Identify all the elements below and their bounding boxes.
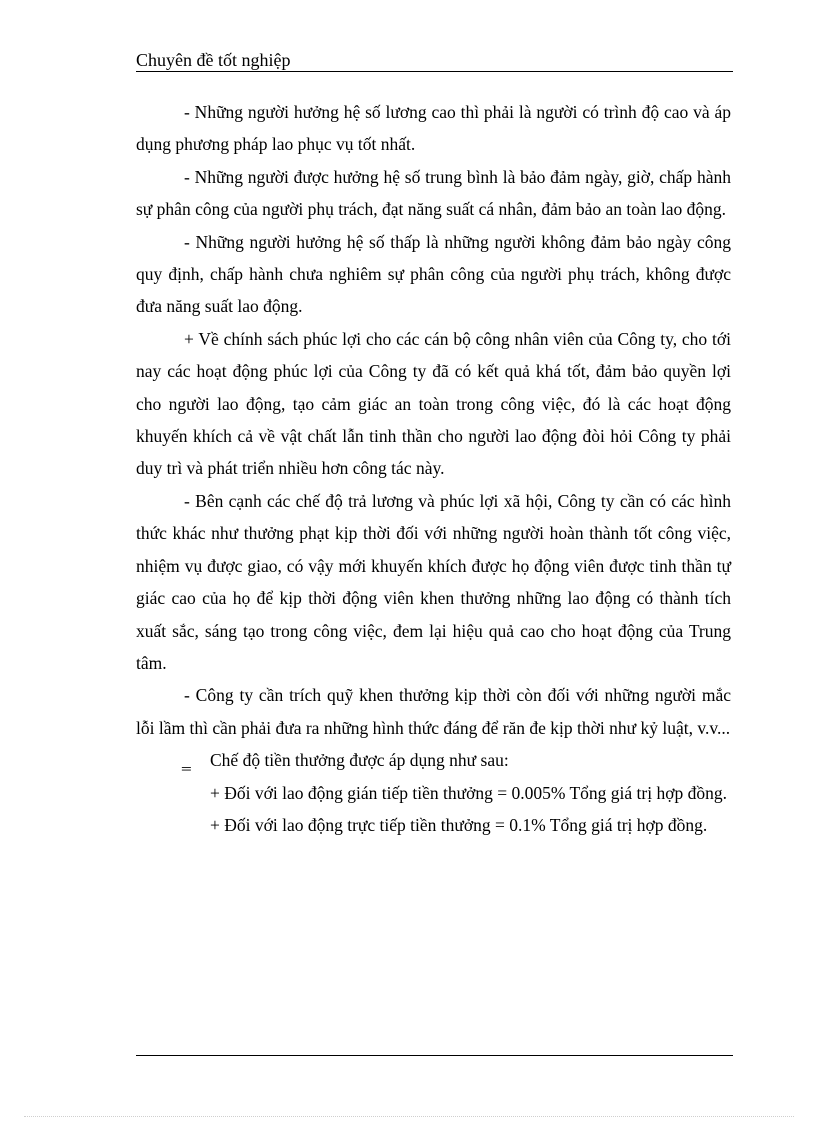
paragraph: - Những người được hưởng hệ số trung bình là bảo đảm ngày, giờ, chấp hành sự phân công của người phụ trách, đạt năng suất cá nhân, đảm bảo an toàn lao động. — [136, 166, 731, 220]
footer-divider — [136, 1055, 733, 1056]
list-item-text: Chế độ tiền thưởng được áp dụng như sau: — [210, 750, 509, 771]
paragraph: + Về chính sách phúc lợi cho các cán bộ công nhân viên của Công ty, cho tới nay các hoạt động phúc lợi của Công ty đã có kết quả khá tốt, đảm bảo quyền lợi cho người lao động, tạo cảm giác an toàn trong công việc, đó là các hoạt động khuyến khích cả về vật chất lẫn tinh thần cho người lao động đòi hỏi Công ty phải duy trì và phát triển nhiều hơn công tác này. — [136, 328, 731, 479]
paragraph: - Những người hưởng hệ số thấp là những người không đảm bảo ngày công quy định, chấp hành chưa nghiêm sự phân công của người phụ trách, không được đưa năng suất lao động. — [136, 231, 731, 317]
sub-item: + Đối với lao động trực tiếp tiền thưởng = 0.1% Tổng giá trị hợp đồng. — [210, 814, 708, 835]
list-bullet: ‗ — [182, 750, 191, 771]
paragraph: - Những người hưởng hệ số lương cao thì phải là người có trình độ cao và áp dụng phương pháp lao phục vụ tốt nhất. — [136, 102, 731, 155]
page-header-title: Chuyên đề tốt nghiệp — [136, 50, 291, 70]
page-edge-border — [24, 1116, 794, 1117]
sub-item: + Đối với lao động gián tiếp tiền thưởng = 0.005% Tổng giá trị hợp đồng. — [210, 782, 727, 803]
header-divider — [136, 71, 733, 72]
list-item — [136, 744, 731, 776]
body-text — [136, 96, 731, 841]
paragraph: - Công ty cần trích quỹ khen thưởng kịp thời còn đối với những người mắc lỗi lầm thì cần phải đưa ra những hình thức đáng để răn đe kịp thời như kỷ luật, v.v... — [136, 685, 731, 738]
paragraph: - Bên cạnh các chế độ trả lương và phúc lợi xã hội, Công ty cần có các hình thức khác như thưởng phạt kịp thời đối với những người hoàn thành tốt công việc, nhiệm vụ được giao, có vậy mới khuyến khích được họ động viên được tinh thần tự giác cao của họ để kịp thời động viên khen thưởng những lao động có thành tích xuất sắc, sáng tạo trong công việc, đem lại hiệu quả cao cho hoạt động của Trung tâm. — [136, 490, 731, 673]
